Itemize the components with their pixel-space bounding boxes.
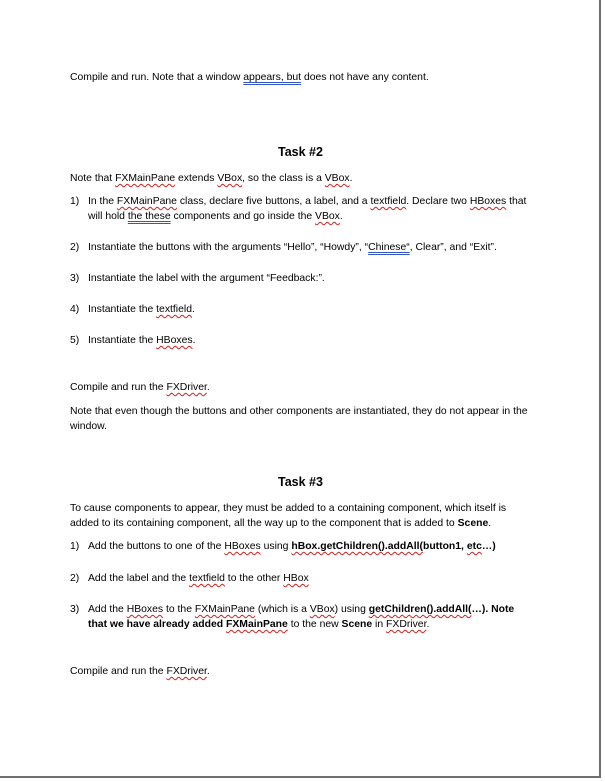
list-number: 5)	[70, 335, 80, 346]
bold-text: Scene	[457, 518, 489, 529]
list-item-text	[88, 240, 533, 255]
text-run: Compile and run the	[70, 382, 167, 393]
bold-text: button1,	[422, 541, 467, 552]
spelling-flagged-text: textfield	[370, 196, 407, 207]
list-item-text	[88, 333, 533, 348]
text-run: To cause components to appear, they must be added to a containing component, which itself is added to its containing component, all the way up to the component that is added to	[70, 503, 507, 529]
spelling-flagged-text: VBox	[217, 173, 243, 184]
text-run: (which is a	[254, 604, 310, 615]
task2-note	[70, 171, 352, 186]
list-item-text: Instantiate the label with the argument “Feedback:”.	[88, 273, 325, 284]
text-run: .	[349, 173, 353, 184]
text-run: .	[206, 382, 210, 393]
text-run: Add the buttons to one of the	[88, 541, 225, 552]
grammar-flagged-text: Chinese“	[368, 242, 410, 253]
text-run: that will hold	[88, 196, 527, 222]
text-run: .	[192, 335, 196, 346]
text-run: Note that	[70, 173, 116, 184]
bold-flagged-text: hBox.getChildren().addAll(	[291, 541, 423, 552]
spelling-flagged-text: textfield	[156, 304, 192, 315]
task2-after-note: Note that even though the buttons and other components are instantiated, they do not appear in the window.	[70, 406, 528, 432]
text-run: does not have any content.	[301, 72, 429, 83]
list-item-text	[88, 194, 533, 224]
text-run: Compile and run. Note that a window	[70, 72, 244, 83]
text-run: Compile and run the	[70, 666, 167, 677]
list-number: 1)	[70, 541, 80, 552]
list-item-text	[88, 539, 533, 554]
text-run: .	[191, 304, 195, 315]
text-run: .	[339, 211, 343, 222]
task3-heading: Task #3	[278, 475, 323, 489]
list-number: 3)	[70, 604, 80, 615]
text-run: .	[488, 518, 492, 529]
text-run: extends	[175, 173, 218, 184]
list-number: 2)	[70, 242, 80, 253]
spelling-flagged-text: FXMainPane	[194, 604, 255, 615]
text-run: in	[372, 619, 387, 630]
bold-flagged-text: FXMainPane	[226, 619, 288, 630]
text-run: .	[206, 666, 210, 677]
text-run: .	[426, 619, 430, 630]
list-number: 1)	[70, 196, 80, 207]
list-item-text	[88, 302, 533, 317]
text-run: Instantiate the	[88, 304, 157, 315]
spelling-flagged-text: FXMainPane	[115, 173, 176, 184]
compile-run-note	[70, 70, 429, 85]
spelling-flagged-text: textfield	[189, 573, 225, 584]
bold-text: …)	[481, 541, 496, 552]
text-run: using	[260, 541, 292, 552]
text-run: , so the class is a	[242, 173, 325, 184]
text-run: In the	[88, 196, 117, 207]
text-run: Add the label and the	[88, 573, 190, 584]
spelling-flagged-text: HBoxes	[224, 541, 261, 552]
spelling-flagged-text: HBoxes	[469, 196, 507, 207]
grammar-flagged-text: the these	[127, 211, 171, 222]
list-number: 2)	[70, 573, 80, 584]
spelling-flagged-text: FXDriver	[166, 666, 207, 677]
task3-compile-line	[70, 664, 210, 679]
text-run: class, declare five buttons, a label, and a	[176, 196, 371, 207]
spelling-flagged-text: FXMainPane	[116, 196, 177, 207]
text-run: . Declare two	[406, 196, 470, 207]
spelling-flagged-text: VBox	[309, 604, 335, 615]
grammar-flagged-text: appears, but	[243, 72, 302, 83]
bold-text: …). Note that we have already added	[88, 604, 515, 630]
spelling-flagged-text: VBox	[324, 173, 350, 184]
bold-text: Scene	[341, 619, 373, 630]
text-run: , Clear”, and “Exit”.	[409, 242, 497, 253]
spelling-flagged-text: VBox	[315, 211, 340, 222]
task2-heading: Task #2	[278, 145, 323, 159]
text-run: components and go inside the	[170, 211, 316, 222]
list-item-text	[88, 571, 533, 586]
list-number: 3)	[70, 273, 80, 284]
task3-intro	[70, 501, 530, 531]
text-run: to the new	[287, 619, 342, 630]
text-run: to the	[163, 604, 195, 615]
spelling-flagged-text: FXDriver	[386, 619, 427, 630]
spelling-flagged-text: FXDriver	[166, 382, 207, 393]
list-item-text	[88, 602, 533, 632]
text-run: Instantiate the buttons with the arguments “Hello”, “Howdy”, “	[88, 242, 369, 253]
bold-flagged-text: getChildren().addAll(	[368, 604, 472, 615]
task2-compile-line	[70, 380, 210, 395]
spelling-flagged-text: HBoxes	[156, 335, 193, 346]
spelling-flagged-text: HBoxes	[126, 604, 164, 615]
text-run: to the other	[224, 573, 284, 584]
list-number: 4)	[70, 304, 80, 315]
spelling-flagged-text: HBox	[283, 573, 309, 584]
text-run: Instantiate the	[88, 335, 157, 346]
text-run: Add the	[88, 604, 127, 615]
text-run: ) using	[334, 604, 369, 615]
bold-flagged-text: etc	[466, 541, 482, 552]
